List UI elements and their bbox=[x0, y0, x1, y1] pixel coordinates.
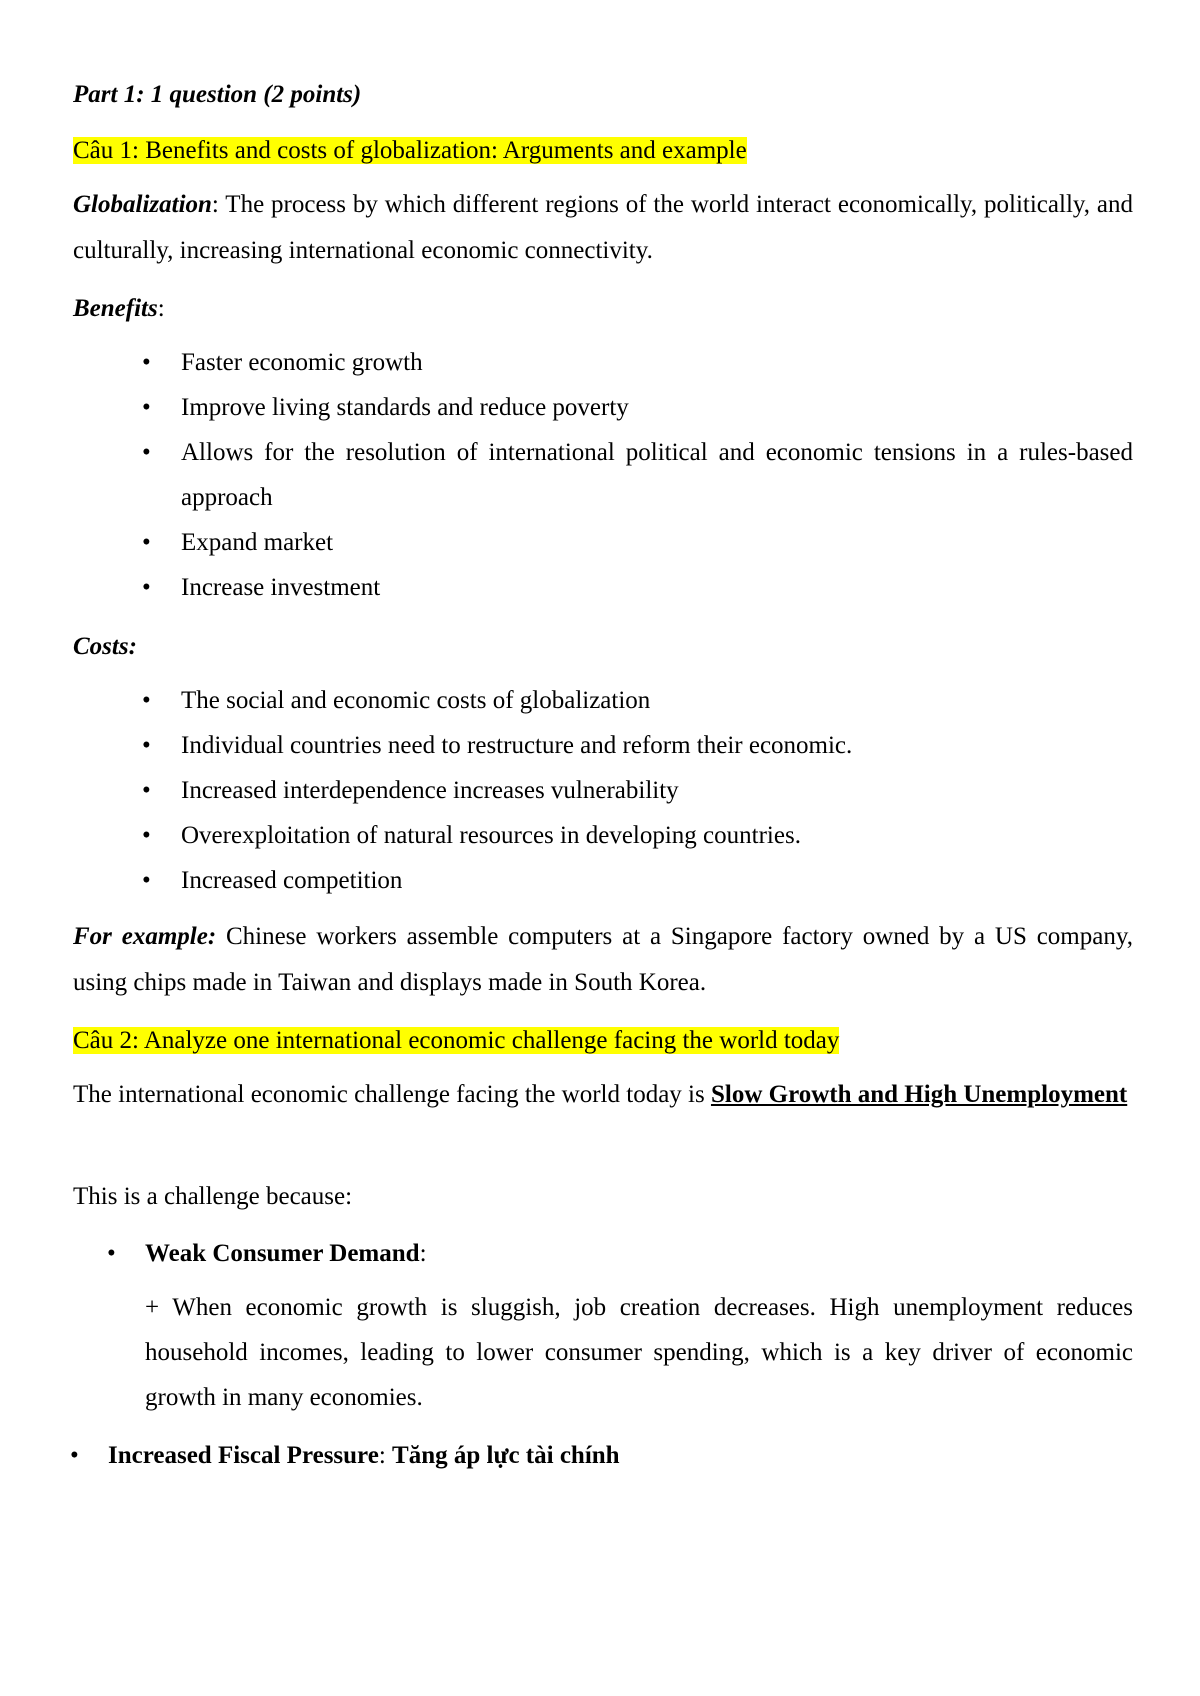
bullet-icon: • bbox=[142, 394, 151, 421]
list-item: • Weak Consumer Demand: bbox=[0, 1229, 1133, 1278]
bullet-icon: • bbox=[142, 349, 151, 376]
challenge-title: Slow Growth and High Unemployment bbox=[710, 1081, 1128, 1108]
list-item: • The social and economic costs of globalization bbox=[0, 678, 1133, 723]
bullet-icon: • bbox=[142, 687, 151, 714]
list-item: • Individual countries need to restructure and reform their economic. bbox=[0, 723, 1133, 768]
bullet-icon: • bbox=[142, 439, 151, 466]
bullet-icon: • bbox=[142, 867, 151, 894]
benefits-label: Benefits: bbox=[73, 295, 165, 322]
example-label: For example: bbox=[73, 923, 217, 950]
list-item: • Increased Fiscal Pressure: Tăng áp lực tài chính bbox=[0, 1431, 1133, 1480]
globalization-definition bbox=[73, 182, 1133, 274]
challenge-because: This is a challenge because: bbox=[73, 1183, 353, 1210]
bullet-icon: • bbox=[142, 529, 151, 556]
example-text: Chinese workers assemble computers at a Singapore factory owned by a US company, using chips made in Taiwan and displays made in South Korea. bbox=[73, 923, 1133, 996]
point-1-detail: + When economic growth is sluggish, job creation decreases. High unemployment reduces household incomes, leading to lower consumer spending, which is a key driver of economic growth in many economies. bbox=[145, 1294, 1133, 1411]
list-item: • Expand market bbox=[0, 520, 1133, 565]
question-1-heading: Câu 1: Benefits and costs of globalization: Arguments and example bbox=[73, 137, 747, 164]
challenge-intro: The international economic challenge facing the world today is Slow Growth and High Unemployment bbox=[73, 1081, 1128, 1108]
list-item: • Faster economic growth bbox=[0, 340, 1133, 385]
bullet-icon: • bbox=[142, 777, 151, 804]
part-title: Part 1: 1 question (2 points) bbox=[73, 81, 362, 108]
costs-list bbox=[0, 678, 1133, 903]
bullet-icon: • bbox=[70, 1442, 79, 1469]
definition-term: Globalization bbox=[73, 191, 212, 218]
list-item: • Improve living standards and reduce poverty bbox=[0, 385, 1133, 430]
example-paragraph bbox=[73, 914, 1133, 1006]
list-item: • Allows for the resolution of international political and economic tensions in a rules-based approach bbox=[0, 430, 1133, 520]
bullet-icon: • bbox=[142, 574, 151, 601]
question-2-heading: Câu 2: Analyze one international economic challenge facing the world today bbox=[73, 1027, 840, 1054]
bullet-icon: • bbox=[142, 822, 151, 849]
bullet-icon: • bbox=[142, 732, 151, 759]
list-item: • Increased competition bbox=[0, 858, 1133, 903]
list-item: • Increase investment bbox=[0, 565, 1133, 610]
definition-text: : The process by which different regions of the world interact economically, politically, and culturally, increasing international economic connectivity. bbox=[73, 191, 1133, 264]
challenge-points-list-2 bbox=[0, 1431, 1133, 1480]
list-item: • Overexploitation of natural resources in developing countries. bbox=[0, 813, 1133, 858]
costs-label: Costs: bbox=[73, 633, 137, 660]
challenge-points-list bbox=[0, 1229, 1133, 1278]
list-item: • Increased interdependence increases vulnerability bbox=[0, 768, 1133, 813]
benefits-list bbox=[0, 340, 1133, 610]
bullet-icon: • bbox=[107, 1240, 116, 1267]
